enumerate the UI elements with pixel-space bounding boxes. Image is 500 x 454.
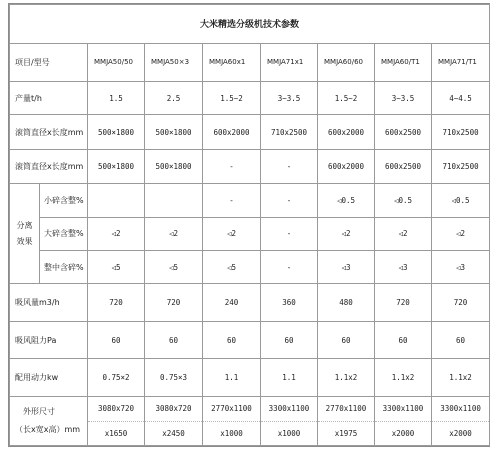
separation-small-value: - [203,184,261,217]
separation-small-value: ◁0.5 [375,184,432,217]
air-resistance-label: 吸风阻力Pa [10,321,88,359]
air-volume-value: 360 [261,284,318,322]
air-resistance-value: 60 [88,321,145,359]
spec-table [9,4,490,446]
dimensions-value: x1650 [88,421,145,445]
air-resistance-value: 60 [432,321,490,359]
dimensions-value: x1000 [261,421,318,445]
output-value: 1.5~2 [318,82,375,115]
separation-whole-value: ◁5 [145,250,203,283]
drum-label: 滚筒直径x长度mm [10,115,88,149]
table-title: 大米精选分级机技术参数 [10,5,490,44]
separation-large-value: - [261,217,318,250]
separation-whole-value: ◁3 [432,250,490,283]
separation-large-value: ◁2 [145,217,203,250]
dimensions-value: x2000 [432,421,490,445]
dimensions-label-line: （长x宽x高）mm [15,424,81,434]
model-cell: MMJA60/T1 [375,43,432,82]
dimensions-value: x2450 [145,421,203,445]
dimensions-value: 3300x1100 [261,396,318,421]
air-resistance-value: 60 [203,321,261,359]
model-cell: MMJA50/50 [88,43,145,82]
model-cell: MMJA50×3 [145,43,203,82]
title-row [10,5,490,44]
dimensions-value: 3300x1100 [375,396,432,421]
separation-group-label-line: 分离 [16,220,33,230]
air-resistance-value: 60 [375,321,432,359]
dimensions-value: 2770x1100 [203,396,261,421]
output-value: 3~3.5 [375,82,432,115]
output-row [10,82,490,115]
model-cell: MMJA60x1 [203,43,261,82]
dimensions-value: 3080x720 [145,396,203,421]
separation-large-value: ◁2 [318,217,375,250]
dimensions-label [10,396,88,445]
dimensions-row-top [10,396,490,421]
drum-row-1 [10,115,490,149]
power-value: 1.1 [203,359,261,397]
separation-large-label: 大碎含整% [40,217,88,250]
output-value: 2.5 [145,82,203,115]
separation-small-value: ◁0.5 [318,184,375,217]
power-value: 1.1 [261,359,318,397]
dimensions-value: 3300x1100 [432,396,490,421]
dimensions-value: 2770x1100 [318,396,375,421]
dimensions-value: x2000 [375,421,432,445]
output-value: 3~3.5 [261,82,318,115]
power-label: 配用动力kw [10,359,88,397]
air-volume-value: 720 [375,284,432,322]
dimensions-value: x1975 [318,421,375,445]
separation-small-value [88,184,145,217]
separation-whole-label: 整中含碎% [40,250,88,283]
air-resistance-value: 60 [145,321,203,359]
drum-row-2 [10,149,490,183]
air-volume-value: 720 [432,284,490,322]
separation-group-label [10,184,40,284]
output-value: 1.5 [88,82,145,115]
separation-large-value: ◁2 [432,217,490,250]
drum-value: 500×1800 [88,149,145,183]
drum-value: 710x2500 [261,115,318,149]
drum-value: 600x2000 [318,149,375,183]
separation-group-label-line: 效果 [16,236,33,246]
dimensions-value: 3080x720 [88,396,145,421]
dimensions-label-line: 外形尺寸 [23,406,55,416]
model-cell: MMJA71x1 [261,43,318,82]
output-value: 1.5~2 [203,82,261,115]
drum-value: 500×1800 [145,149,203,183]
drum-value: 500×1800 [88,115,145,149]
power-value: 0.75×2 [88,359,145,397]
separation-large-value: ◁2 [203,217,261,250]
output-label: 产量t/h [10,82,88,115]
separation-whole-value: ◁5 [203,250,261,283]
separation-large-value: ◁2 [88,217,145,250]
air-volume-value: 240 [203,284,261,322]
separation-small-label: 小碎含整% [40,184,88,217]
drum-value: 600x2500 [375,115,432,149]
separation-small-value: - [261,184,318,217]
air-resistance-value: 60 [318,321,375,359]
power-value: 0.75×3 [145,359,203,397]
drum-value: 710x2500 [432,149,490,183]
model-header-row [10,43,490,82]
drum-value: 600x2000 [203,115,261,149]
header-label: 项目/型号 [10,43,88,82]
model-cell: MMJA60/60 [318,43,375,82]
separation-whole-value: ◁5 [88,250,145,283]
separation-small-value [145,184,203,217]
power-value: 1.1x2 [375,359,432,397]
air-resistance-value: 60 [261,321,318,359]
drum-value: - [261,149,318,183]
separation-whole-value: ◁3 [318,250,375,283]
power-row [10,359,490,397]
drum-label: 滚筒直径x长度mm [10,149,88,183]
air-volume-label: 吸风量m3/h [10,284,88,322]
model-cell: MMJA71/T1 [432,43,490,82]
air-volume-row [10,284,490,322]
drum-value: - [203,149,261,183]
output-value: 4~4.5 [432,82,490,115]
separation-large-row [10,217,490,250]
air-resistance-row [10,321,490,359]
drum-value: 500×1800 [145,115,203,149]
separation-small-value: ◁0.5 [432,184,490,217]
separation-whole-row [10,250,490,283]
air-volume-value: 720 [145,284,203,322]
drum-value: 600x2500 [375,149,432,183]
separation-large-value: ◁2 [375,217,432,250]
drum-value: 710x2500 [432,115,490,149]
power-value: 1.1x2 [432,359,490,397]
spec-table-frame [8,3,490,447]
dimensions-value: x1000 [203,421,261,445]
separation-small-row [10,184,490,217]
separation-whole-value: ◁3 [375,250,432,283]
air-volume-value: 720 [88,284,145,322]
drum-value: 600x2000 [318,115,375,149]
separation-whole-value: - [261,250,318,283]
air-volume-value: 480 [318,284,375,322]
power-value: 1.1x2 [318,359,375,397]
